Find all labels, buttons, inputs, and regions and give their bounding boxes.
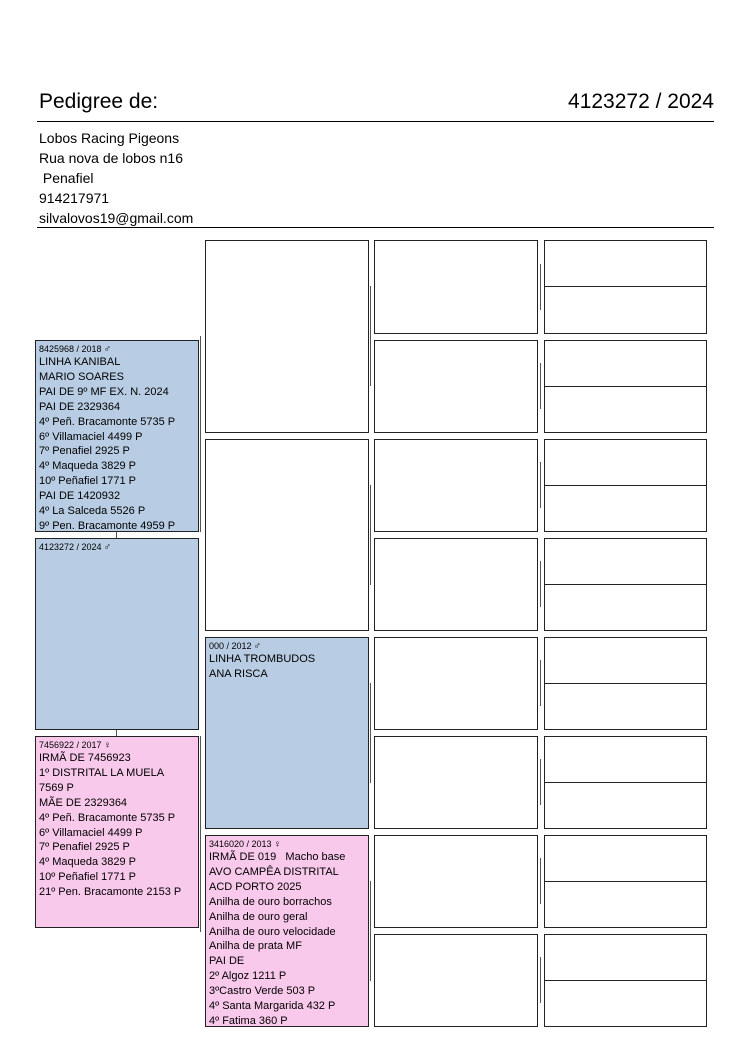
gen3-card[interactable] — [374, 835, 538, 928]
detail-line: 4º Maqueda 3829 P — [39, 460, 136, 473]
detail-line: 4º Fatima 360 P — [209, 1014, 288, 1027]
detail-line: 6º Villamaciel 4499 P — [39, 430, 143, 443]
pedigree-ring-number: 4123272 / 2024 — [568, 90, 714, 113]
gen3-card[interactable] — [374, 439, 538, 532]
connector-line — [540, 660, 541, 706]
dam-dam-ring: 3416020 / 2013 ♀ — [209, 839, 282, 850]
gen4-divider — [545, 881, 706, 882]
gen3-card[interactable] — [374, 340, 538, 433]
detail-line: 1º DISTRITAL LA MUELA — [39, 766, 165, 779]
connector-line — [540, 957, 541, 1003]
gen4-card-pair[interactable] — [544, 934, 707, 1027]
gen3-card[interactable] — [374, 637, 538, 730]
gen4-divider — [545, 386, 706, 387]
dam-sire-card[interactable] — [205, 637, 369, 829]
dam-card[interactable] — [35, 736, 199, 928]
detail-line: 9º Pen. Bracamonte 4959 P — [39, 519, 176, 532]
connector-line — [540, 264, 541, 310]
detail-line: ANA RISCA — [209, 667, 268, 680]
gen4-divider — [545, 782, 706, 783]
detail-line: ACD PORTO 2025 — [209, 880, 302, 893]
subject-card[interactable] — [35, 538, 199, 730]
connector-line — [200, 336, 201, 532]
detail-line: LINHA TROMBUDOS — [209, 653, 316, 665]
connector-line — [540, 462, 541, 508]
owner-address: Rua nova de lobos n16 — [39, 150, 183, 166]
sire-details — [39, 355, 196, 532]
gen4-divider — [545, 286, 706, 287]
detail-line: 6º Villamaciel 4499 P — [39, 826, 143, 839]
detail-line: 4º Peñ. Bracamonte 5735 P — [39, 811, 176, 824]
connector-line — [540, 858, 541, 904]
detail-line: 10º Peñafiel 1771 P — [39, 871, 136, 884]
detail-line: 4º Peñ. Bracamonte 5735 P — [39, 415, 176, 428]
detail-line: 2º Algoz 1211 P — [209, 970, 287, 983]
detail-line: MÃE DE 2329364 — [39, 796, 128, 809]
detail-line: 7º Penafiel 2925 P — [39, 445, 130, 458]
header-divider — [37, 121, 714, 122]
owner-city: Penafiel — [39, 170, 94, 186]
gen4-divider — [545, 584, 706, 585]
connector-line — [370, 286, 371, 386]
detail-line: 4º Santa Margarida 432 P — [209, 1000, 336, 1013]
pedigree-title: Pedigree de: — [39, 90, 159, 113]
female-symbol-icon: ♀ — [103, 740, 112, 751]
sire-dam-card[interactable] — [205, 439, 369, 631]
gen4-card-pair[interactable] — [544, 439, 707, 532]
male-symbol-icon: ♂ — [253, 641, 262, 652]
detail-line: Anilha de prata MF — [209, 940, 302, 953]
detail-line: LINHA KANIBAL — [39, 356, 121, 368]
connector-line — [370, 485, 371, 585]
dam-dam-card[interactable] — [205, 835, 369, 1027]
gen4-card-pair[interactable] — [544, 736, 707, 829]
detail-line: PAI DE 2329364 — [39, 400, 121, 413]
detail-line: Anilha de ouro geral — [209, 910, 308, 923]
gen4-card-pair[interactable] — [544, 637, 707, 730]
sire-sire-card[interactable] — [205, 240, 369, 433]
detail-line: 4º Maqueda 3829 P — [39, 856, 136, 869]
male-symbol-icon: ♂ — [103, 542, 112, 553]
male-symbol-icon: ♂ — [103, 344, 112, 355]
dam-details — [39, 751, 196, 900]
connector-line — [540, 759, 541, 805]
connector-line — [540, 561, 541, 607]
dam-sire-ring: 000 / 2012 ♂ — [209, 641, 262, 652]
owner-name: Lobos Racing Pigeons — [39, 130, 180, 146]
subject-ring: 4123272 / 2024 ♂ — [39, 542, 112, 553]
detail-line: AVO CAMPÊA DISTRITAL — [209, 865, 339, 878]
gen4-card-pair[interactable] — [544, 240, 707, 334]
detail-line: 7569 P — [39, 781, 74, 794]
gen4-card-pair[interactable] — [544, 835, 707, 928]
detail-line: PAI DE — [209, 955, 245, 968]
detail-line: PAI DE 1420932 — [39, 490, 121, 503]
dam-sire-details — [209, 652, 366, 682]
detail-line: PAI DE 9º MF EX. N. 2024 — [39, 385, 169, 398]
detail-line: 10º Peñafiel 1771 P — [39, 475, 136, 488]
gen3-card[interactable] — [374, 736, 538, 829]
connector-line — [370, 881, 371, 981]
connector-line — [200, 736, 201, 932]
dam-dam-details — [209, 850, 366, 1027]
connector-line — [370, 683, 371, 783]
gen4-divider — [545, 683, 706, 684]
gen3-card[interactable] — [374, 240, 538, 334]
dam-ring: 7456922 / 2017 ♀ — [39, 740, 112, 751]
owner-info — [39, 128, 193, 228]
sire-ring: 8425968 / 2018 ♂ — [39, 344, 112, 355]
female-symbol-icon: ♀ — [273, 839, 282, 850]
owner-divider — [37, 227, 714, 228]
detail-line: 21º Pen. Bracamonte 2153 P — [39, 886, 182, 899]
detail-line: 3ºCastro Verde 503 P — [209, 985, 316, 998]
detail-line: Anilha de ouro velocidade — [209, 925, 336, 938]
gen4-card-pair[interactable] — [544, 340, 707, 433]
detail-line: MARIO SOARES — [39, 370, 124, 383]
owner-phone: 914217971 — [39, 190, 110, 206]
detail-line: IRMÃ DE 7456923 — [39, 752, 131, 764]
connector-line — [540, 363, 541, 409]
gen3-card[interactable] — [374, 934, 538, 1027]
gen4-card-pair[interactable] — [544, 538, 707, 631]
detail-line: Anilha de ouro borrachos — [209, 895, 332, 908]
sire-card[interactable] — [35, 340, 199, 532]
owner-email: silvalovos19@gmail.com — [39, 210, 194, 226]
detail-line: IRMÃ DE 019 Macho base — [209, 851, 346, 863]
gen3-card[interactable] — [374, 538, 538, 631]
detail-line: 4º La Salceda 5526 P — [39, 505, 146, 518]
detail-line: 7º Penafiel 2925 P — [39, 841, 130, 854]
gen4-divider — [545, 485, 706, 486]
gen4-divider — [545, 980, 706, 981]
